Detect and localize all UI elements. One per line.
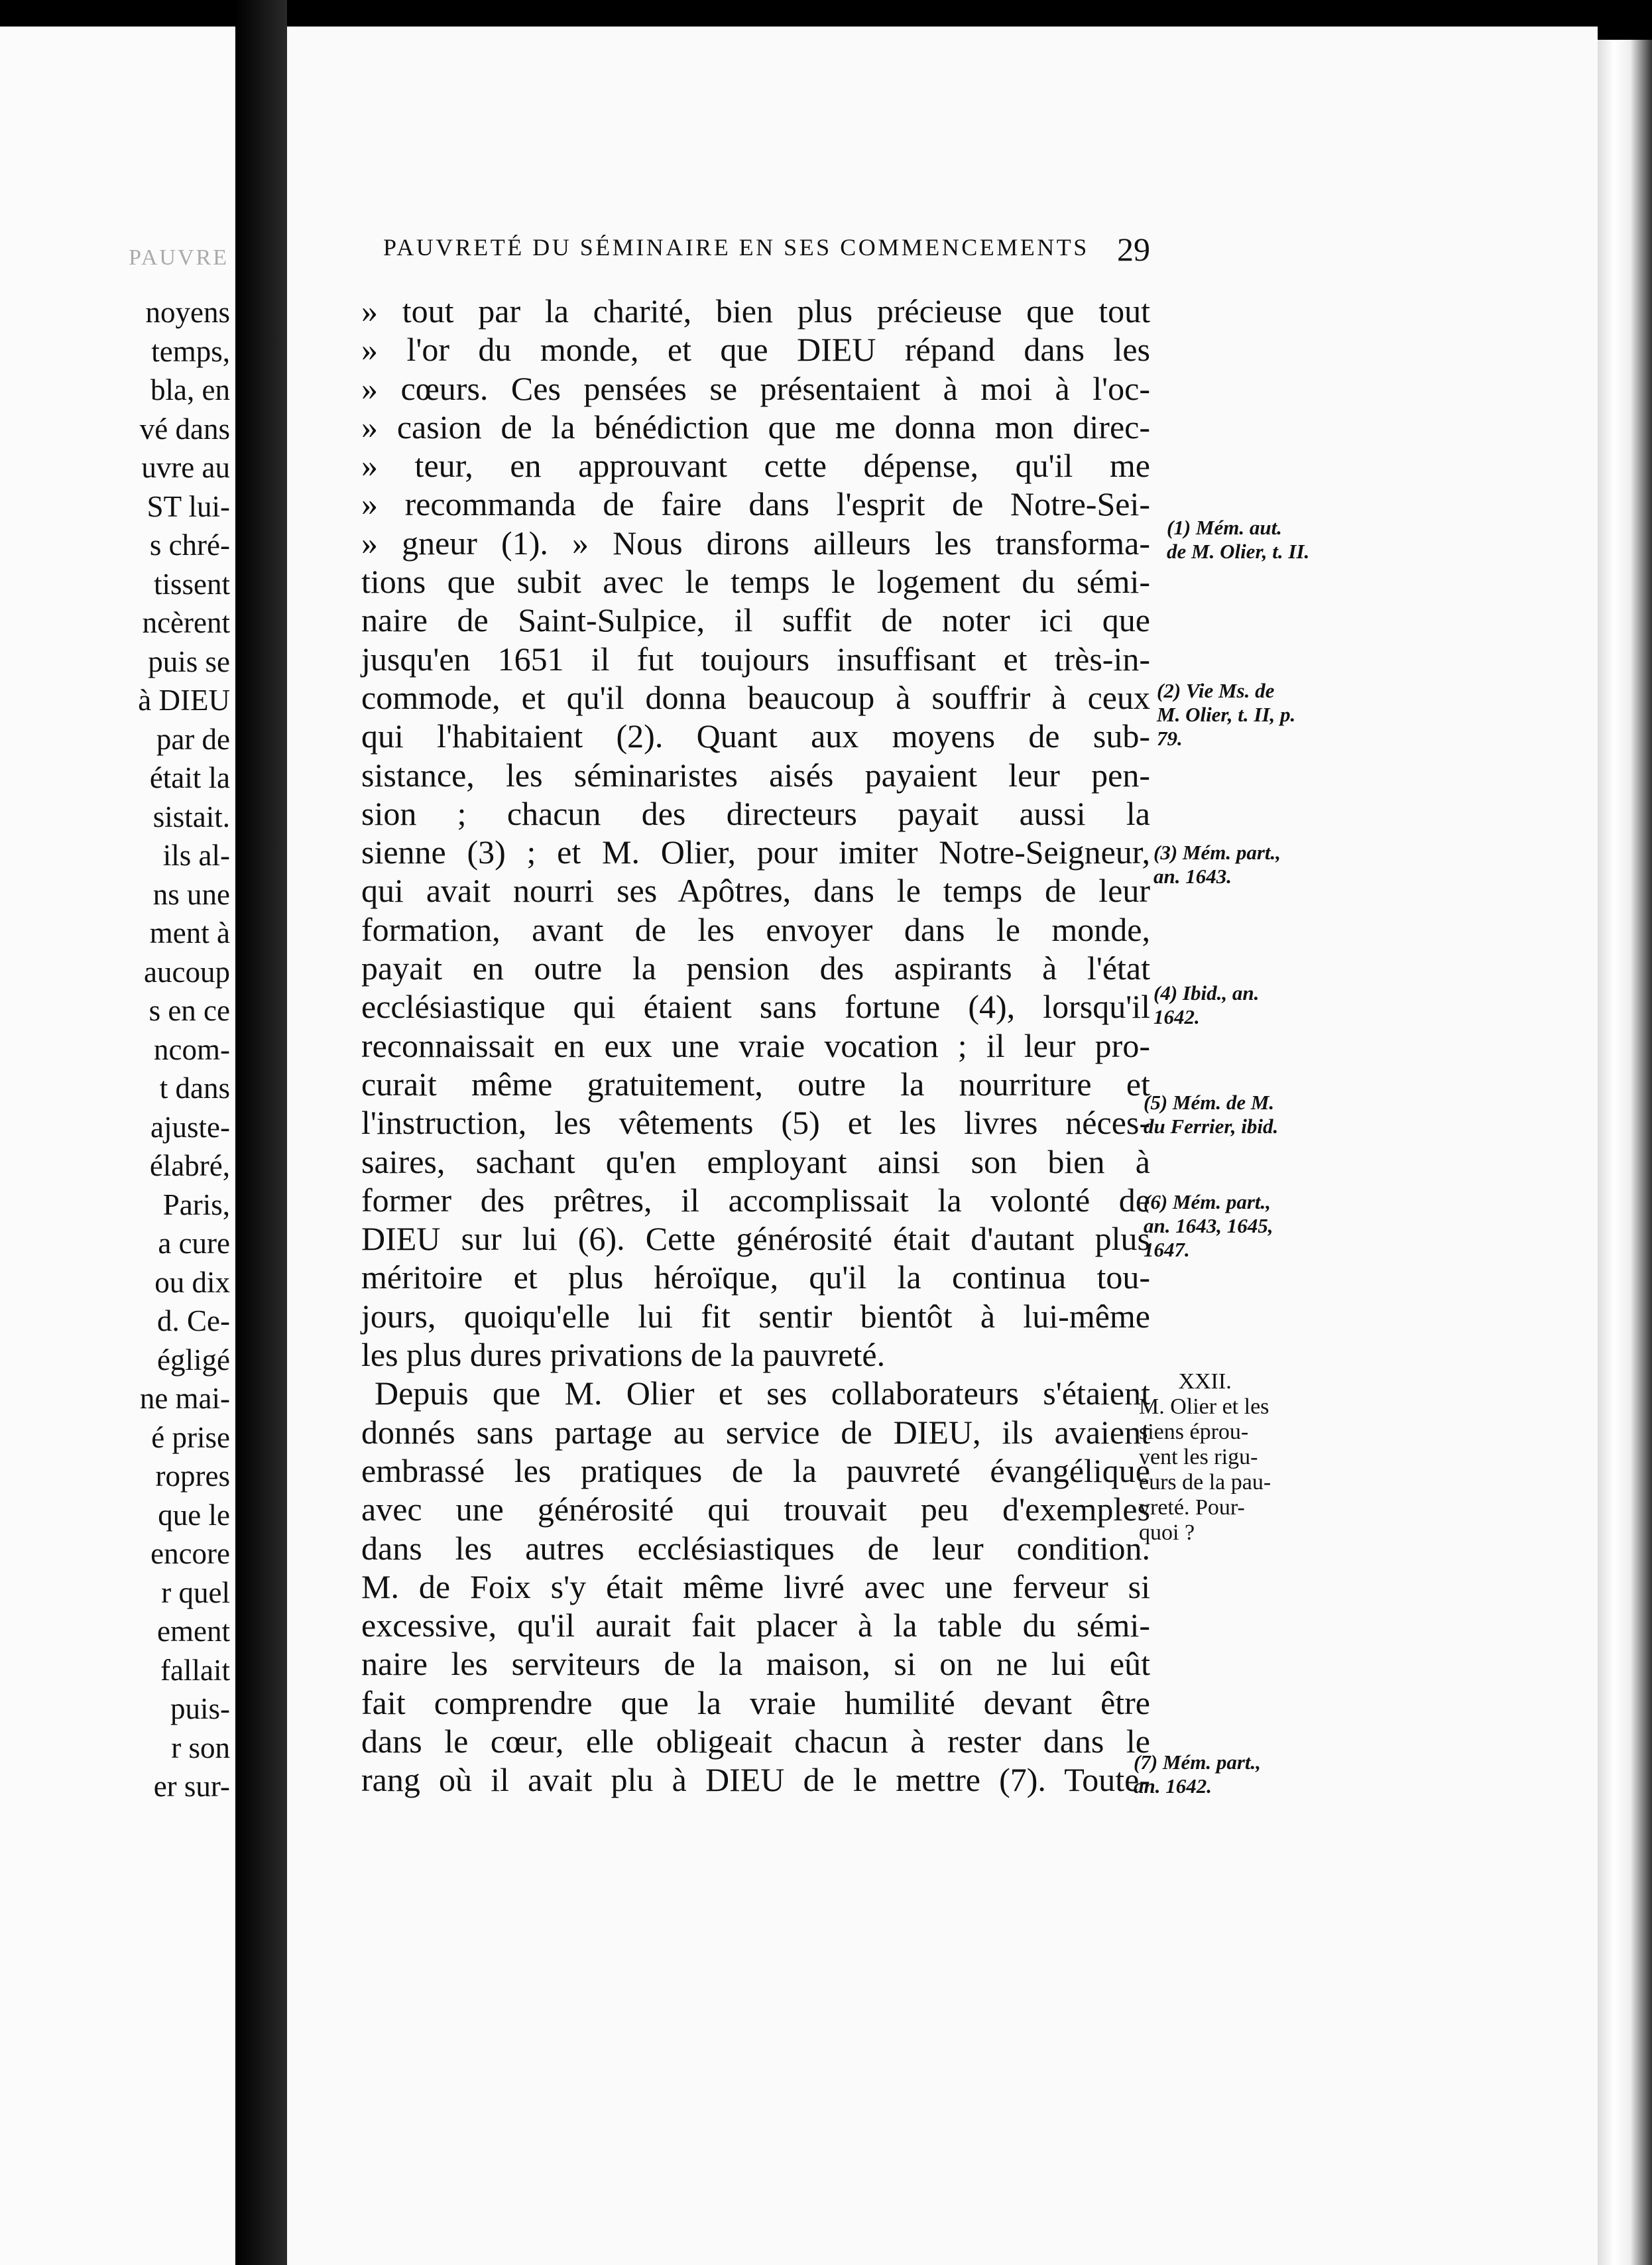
left-line: ment à	[149, 916, 230, 949]
left-line: aucoup	[144, 955, 230, 989]
left-line: vé dans	[139, 412, 230, 446]
left-line: ncèrent	[142, 606, 230, 639]
left-line: que le	[158, 1498, 230, 1532]
text-line: donnés sans partage au service de DIEU, ils avaient	[361, 1413, 1150, 1451]
left-line: r son	[171, 1731, 230, 1764]
text-line: tions que subit avec le temps le logement du sémi-	[361, 563, 1150, 601]
text-line: jours, quoiqu'elle lui fit sentir bientôt à lui-même	[361, 1297, 1150, 1335]
text-line: curait même gratuitement, outre la nourriture et	[361, 1065, 1150, 1103]
left-line: uvre au	[141, 451, 230, 484]
running-head: PAUVRETÉ DU SÉMINAIRE EN SES COMMENCEMENTS	[383, 234, 1089, 261]
text-line: rang où il avait plu à DIEU de le mettre (7). Toute-	[361, 1761, 1150, 1799]
text-line: jusqu'en 1651 il fut toujours insuffisant et très-in-	[361, 640, 1150, 678]
text-line: Depuis que M. Olier et ses collaborateurs s'étaient	[375, 1375, 1150, 1412]
text-line: sienne (3) ; et M. Olier, pour imiter Notre-Seigneur,	[361, 833, 1150, 871]
left-line: était la	[149, 761, 230, 794]
left-line: fallait	[160, 1653, 230, 1687]
left-line: ne mai-	[139, 1382, 230, 1415]
left-line: er sur-	[153, 1770, 230, 1803]
left-line: ement	[157, 1615, 230, 1648]
text-line: naire de Saint-Sulpice, il suffit de noter ici que	[361, 601, 1150, 639]
book-gutter	[235, 0, 287, 2265]
text-line: payait en outre la pension des aspirants à l'état	[361, 949, 1150, 987]
text-line: l'instruction, les vêtements (5) et les livres néces-	[361, 1104, 1150, 1142]
text-line: naire les serviteurs de la maison, si on ne lui eût	[361, 1645, 1150, 1683]
text-line: sistance, les séminaristes aisés payaient leur pen-	[361, 756, 1150, 794]
text-line: avec une générosité qui trouvait peu d'exemples	[361, 1491, 1150, 1528]
left-page-text	[138, 293, 230, 1806]
side-heading-line: eurs de la pau-	[1139, 1470, 1271, 1495]
margin-note-3: (3) Mém. part., an. 1643.	[1153, 841, 1281, 888]
left-line: encore	[150, 1537, 230, 1570]
left-line: puis se	[148, 644, 230, 678]
left-line: tissent	[153, 567, 230, 601]
text-line: dans les autres ecclésiastiques de leur condition.	[361, 1529, 1150, 1567]
left-line: sistait.	[152, 800, 230, 833]
left-line: s chré-	[149, 528, 230, 562]
left-line: par de	[156, 722, 230, 756]
left-line: d. Ce-	[157, 1304, 230, 1337]
left-facing-page	[0, 27, 237, 2265]
text-line: saires, sachant qu'en employant ainsi son bien à	[361, 1142, 1150, 1180]
left-line: ou dix	[154, 1265, 230, 1299]
text-line: » recommanda de faire dans l'esprit de Notre-Sei-	[361, 485, 1150, 523]
text-line: M. de Foix s'y était même livré avec une ferveur si	[361, 1567, 1150, 1605]
left-line: noyens	[145, 296, 230, 329]
left-line: temps,	[151, 334, 230, 368]
left-line: puis-	[170, 1692, 230, 1725]
text-line: DIEU sur lui (6). Cette générosité était d'autant plus	[361, 1220, 1150, 1258]
left-line: ns une	[152, 877, 230, 911]
text-line: méritoire et plus héroïque, qu'il la continua tou-	[361, 1258, 1150, 1296]
left-line: élabré,	[149, 1149, 230, 1182]
left-line: ils al-	[162, 839, 230, 872]
side-heading-line: siens éprou-	[1139, 1420, 1249, 1444]
body-text	[361, 292, 1150, 1800]
text-line: sion ; chacun des directeurs payait aussi la	[361, 794, 1150, 832]
text-line: » tout par la charité, bien plus précieuse que tout	[361, 292, 1150, 330]
text-line: former des prêtres, il accomplissait la volonté de	[361, 1181, 1150, 1219]
text-line: dans le cœur, elle obligeait chacun à rester dans le	[361, 1722, 1150, 1760]
text-line: commode, et qu'il donna beaucoup à souffrir à ceux	[361, 678, 1150, 716]
side-heading-line: vreté. Pour-	[1139, 1495, 1245, 1520]
text-line: embrassé les pratiques de la pauvreté évangélique	[361, 1451, 1150, 1489]
side-heading	[1139, 1369, 1271, 1546]
left-line: a cure	[158, 1227, 230, 1260]
text-line: fait comprendre que la vraie humilité devant être	[361, 1683, 1150, 1721]
left-line: à DIEU	[138, 684, 230, 717]
left-line: ncom-	[154, 1032, 230, 1066]
text-line: qui avait nourri ses Apôtres, dans le temps de leur	[361, 872, 1150, 910]
margin-note-6: (6) Mém. part., an. 1643, 1645, 1647.	[1144, 1190, 1273, 1261]
text-line: reconnaissait en eux une vraie vocation ; il leur pro-	[361, 1026, 1150, 1064]
side-heading-line: quoi ?	[1139, 1520, 1195, 1545]
margin-note-2: (2) Vie Ms. de M. Olier, t. II, p. 79.	[1157, 679, 1296, 750]
text-line: formation, avant de les envoyer dans le monde,	[361, 910, 1150, 948]
left-page-running-head: PAUVRE	[129, 245, 229, 270]
side-heading-line: M. Olier et les	[1139, 1394, 1269, 1419]
left-line: r quel	[161, 1575, 230, 1609]
left-line: Paris,	[162, 1188, 230, 1221]
page-edge	[1598, 40, 1652, 2265]
text-line: ecclésiastique qui étaient sans fortune (4), lorsqu'il	[361, 988, 1150, 1026]
left-line: ST lui-	[147, 489, 230, 523]
text-line: » cœurs. Ces pensées se présentaient à moi à l'oc-	[361, 369, 1150, 407]
margin-note-1: (1) Mém. aut. de M. Olier, t. II.	[1167, 516, 1310, 563]
text-line: » casion de la bénédiction que me donna mon direc-	[361, 408, 1150, 446]
left-line: ajuste-	[150, 1110, 230, 1144]
left-line: é prise	[151, 1420, 230, 1454]
margin-note-4: (4) Ibid., an. 1642.	[1153, 981, 1260, 1028]
page-number: 29	[1117, 231, 1150, 268]
text-line: les plus dures privations de la pauvreté.	[361, 1336, 886, 1374]
text-line: excessive, qu'il aurait fait placer à la table du sémi-	[361, 1607, 1150, 1644]
left-line: bla, en	[150, 373, 230, 406]
margin-note-7: (7) Mém. part., an. 1642.	[1134, 1750, 1262, 1798]
text-line: » l'or du monde, et que DIEU répand dans les	[361, 331, 1150, 369]
left-line: s en ce	[148, 994, 230, 1027]
text-line: » gneur (1). » Nous dirons ailleurs les transforma-	[361, 524, 1150, 562]
left-line: égligé	[157, 1343, 230, 1377]
left-line: ropres	[155, 1459, 230, 1493]
text-line: qui l'habitaient (2). Quant aux moyens de sub-	[361, 717, 1150, 755]
margin-note-5: (5) Mém. de M. du Ferrier, ibid.	[1144, 1091, 1279, 1138]
text-line: » teur, en approuvant cette dépense, qu'il me	[361, 447, 1150, 485]
side-heading-number: XXII.	[1178, 1369, 1232, 1394]
side-heading-line: vent les rigu-	[1139, 1445, 1258, 1469]
left-line: t dans	[159, 1071, 230, 1105]
